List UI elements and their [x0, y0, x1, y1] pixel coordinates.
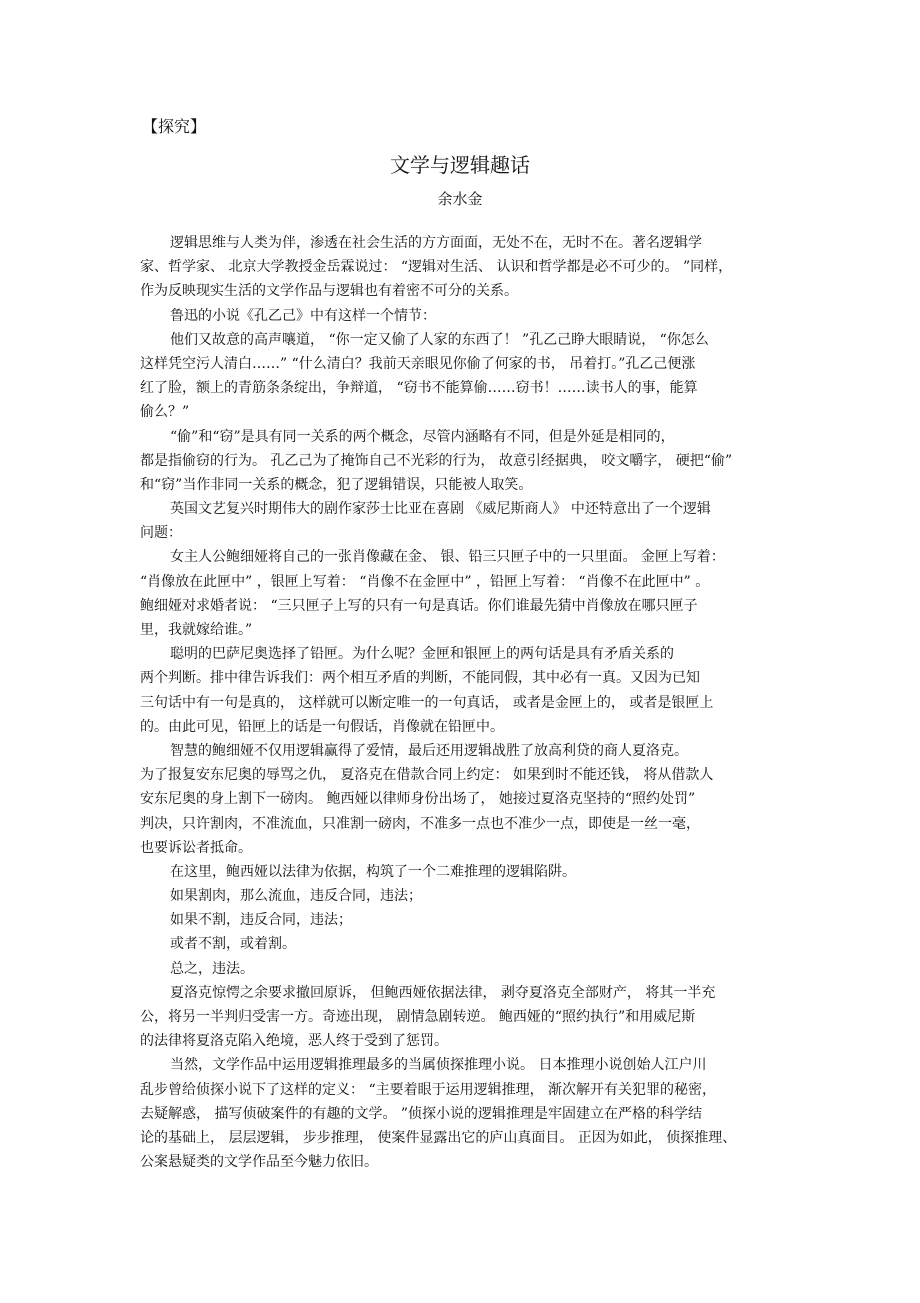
text-line: 去疑解惑， 描写侦破案件的有趣的文学。 ”侦探小说的逻辑推理是牢固建立在严格的科学结 [140, 1105, 703, 1122]
text-line: 聪明的巴萨尼奥选择了铅匣。为什么呢？金匣和银匣上的两句话是具有矛盾关系的 [170, 646, 674, 663]
text-line: 总之，违法。 [170, 960, 254, 977]
text-line: 如果不割，违反合同，违法； [170, 912, 352, 929]
section-tag: 【探究】 [142, 117, 207, 136]
text-line: 女主人公鲍细娅将自己的一张肖像藏在金、 银、铅三只匣子中的一只里面。 金匣上写着： [170, 549, 725, 566]
text-line: 乱步曾给侦探小说下了这样的定义： “主要着眼于运用逻辑推理， 渐次解开有关犯罪的秘密， [140, 1081, 717, 1098]
text-line: 为了报复安东尼奥的辱骂之仇， 夏洛克在借款合同上约定： 如果到时不能还钱， 将从借款人 [140, 767, 714, 784]
text-line: 如果割肉，那么流血，违反合同，违法； [170, 888, 422, 905]
text-line: “偷”和“窃”是具有同一关系的两个概念，尽管内涵略有不同，但是外延是相同的， [170, 428, 675, 445]
text-line: 在这里，鲍西娅以法律为依据，构筑了一个二难推理的逻辑陷阱。 [170, 863, 576, 880]
text-line: 问题： [140, 525, 182, 542]
text-line: 逻辑思维与人类为伴，渗透在社会生活的方方面面，无处不在，无时不在。著名逻辑学 [170, 235, 702, 251]
text-line: 两个判断。排中律告诉我们：两个相互矛盾的判断，不能同假，其中必有一真。又因为已知 [140, 670, 700, 687]
text-line: 偷么？” [140, 404, 190, 421]
text-line: 智慧的鲍细娅不仅用逻辑赢得了爱情，最后还用逻辑战胜了放高利贷的商人夏洛克。 [170, 742, 688, 759]
text-line: 这样凭空污人清白……” “什么清白？我前天亲眼见你偷了何家的书， 吊着打。”孔乙己便涨 [140, 355, 696, 372]
text-line: 红了脸，额上的青筋条条绽出，争辩道， “窃书不能算偷……窃书！……读书人的事，能算 [140, 380, 698, 397]
text-line: 公案悬疑类的文学作品至今魅力依旧。 [140, 1154, 378, 1171]
text-line: 里，我就嫁给谁。” [140, 622, 253, 638]
text-line: 他们又故意的高声嚷道， “你一定又偷了人家的东西了！ ”孔乙己睁大眼睛说， “你怎么 [170, 331, 709, 348]
text-line: 和“窃”当作非同一关系的概念，犯了逻辑错误，只能被人取笑。 [140, 476, 533, 493]
article-body [140, 231, 790, 1174]
text-line: 鲁迅的小说《孔乙己》中有这样一个情节： [170, 307, 436, 324]
text-line: 安东尼奥的身上割下一磅肉。 鲍西娅以律师身份出场了， 她接过夏洛克坚持的“照约处罚” [140, 791, 696, 808]
text-line: 公，将另一半判归受害一方。奇迹出现， 剧情急剧转逆。 鲍西娅的“照约执行”和用威尼斯 [140, 1009, 696, 1025]
text-line: 家、哲学家、 北京大学教授金岳霖说过： “逻辑对生活、 认识和哲学都是必不可少的。 ”同样， [140, 259, 733, 276]
text-line: 三句话中有一句是真的， 这样就可以断定唯一的一句真话， 或者是金匣上的， 或者是银匣上 [140, 694, 714, 711]
article-author: 余水金 [437, 190, 483, 208]
article-title: 文学与逻辑趣话 [390, 153, 530, 177]
text-line: 鲍细娅对求婚者说： “三只匣子上写的只有一句是真话。你们谁最先猜中肖像放在哪只匣子 [140, 597, 698, 614]
text-line: “肖像放在此匣中” ，银匣上写着： “肖像不在金匣中” ，铅匣上写着： “肖像不在此匣中” 。 [140, 573, 710, 590]
text-line: 夏洛克惊愕之余要求撤回原诉， 但鲍西娅依据法律， 剥夺夏洛克全部财产， 将其一半充 [170, 984, 716, 1001]
text-line: 作为反映现实生活的文学作品与逻辑也有着密不可分的关系。 [140, 283, 518, 300]
text-line: 的法律将夏洛克陷入绝境，恶人终于受到了惩罚。 [140, 1033, 448, 1050]
text-line: 的。由此可见，铅匣上的话是一句假话，肖像就在铅匣中。 [140, 718, 504, 735]
text-line: 当然，文学作品中运用逻辑推理最多的当属侦探推理小说。 日本推理小说创始人江户川 [170, 1057, 707, 1074]
text-line: 或者不割，或着割。 [170, 936, 296, 953]
text-line: 都是指偷窃的行为。 孔乙己为了掩饰自己不光彩的行为， 故意引经据典， 咬文嚼字， 硬把“偷” [140, 452, 733, 469]
text-line: 论的基础上， 层层逻辑， 步步推理， 使案件显露出它的庐山真面目。 正因为如此， 侦探推理、 [140, 1129, 737, 1146]
text-line: 英国文艺复兴时期伟大的剧作家莎士比亚在喜剧 《威尼斯商人》 中还特意出了一个逻辑 [170, 501, 711, 518]
text-line: 也要诉讼者抵命。 [140, 839, 252, 856]
text-line: 判决，只许割肉，不准流血，只准割一磅肉，不准多一点也不准少一点，即使是一丝一毫， [140, 815, 700, 832]
